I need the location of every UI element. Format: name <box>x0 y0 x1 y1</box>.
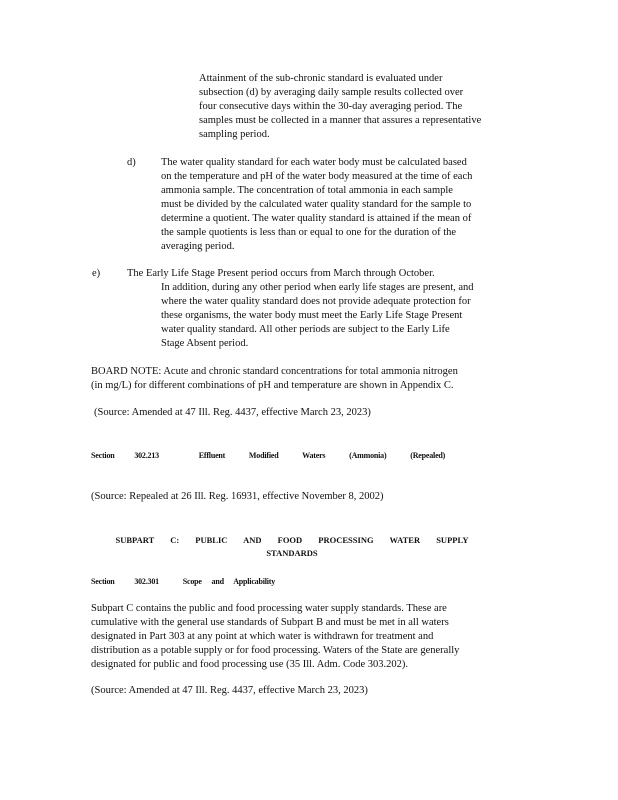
text-line: designated for public and food processing use (35 Ill. Adm. Code 303.202). <box>91 659 408 670</box>
board-note <box>91 365 521 393</box>
section-heading-302-301 <box>91 577 275 586</box>
subpart-c-heading <box>110 534 474 560</box>
source-note: (Source: Amended at 47 Ill. Reg. 4437, effective March 23, 2023) <box>91 685 368 696</box>
text-line: ammonia sample. The concentration of total ammonia in each sample <box>161 185 453 196</box>
text-line: subsection (d) by averaging daily sample results collected over <box>199 87 464 98</box>
subpart-heading-line: SUBPART C: PUBLIC AND FOOD PROCESSING WATER SUPPLY <box>115 535 469 545</box>
text-line: where the water quality standard does not provide adequate protection for <box>161 296 471 307</box>
subsection-d-label: d) <box>127 157 136 168</box>
text-line: on the temperature and pH of the water body measured at the time of each <box>161 171 473 182</box>
section-word: Section <box>91 451 115 460</box>
text-line: (in mg/L) for different combinations of pH and temperature are shown in Appendix C. <box>91 380 454 391</box>
text-line: sampling period. <box>199 129 270 140</box>
text-line: water quality standard. All other periods are subject to the Early Life <box>161 324 450 335</box>
subsection-e-text <box>161 281 521 351</box>
subpart-c-paragraph <box>91 602 521 672</box>
text-line: four consecutive days within the 30-day averaging period. The <box>199 101 463 112</box>
section-number: 302.301 <box>134 577 159 586</box>
text-line: distribution as a potable supply or for food processing. Waters of the State are generally <box>91 645 460 656</box>
subpart-heading-line: STANDARDS <box>266 548 318 558</box>
text-line: must be divided by the calculated water quality standard for the sample to <box>161 199 472 210</box>
text-line: designated in Part 303 at any point at which water is withdrawn for treatment and <box>91 631 434 642</box>
text-line: these organisms, the water body must meet the Early Life Stage Present <box>161 310 463 321</box>
text-line: In addition, during any other period when early life stages are present, and <box>161 282 474 293</box>
text-line: Subpart C contains the public and food processing water supply standards. These are <box>91 603 447 614</box>
subsection-e-label: e) <box>92 268 101 279</box>
subsection-e-first-line: The Early Life Stage Present period occurs from March through October. <box>127 268 435 279</box>
text-line: BOARD NOTE: Acute and chronic standard concentrations for total ammonia nitrogen <box>91 366 458 377</box>
text-line: The water quality standard for each water body must be calculated based <box>161 157 467 168</box>
source-note: (Source: Repealed at 26 Ill. Reg. 16931, effective November 8, 2002) <box>91 491 384 502</box>
text-line: Stage Absent period. <box>161 338 249 349</box>
text-line: Attainment of the sub-chronic standard is evaluated under <box>199 73 443 84</box>
section-heading-302-213 <box>91 451 445 460</box>
text-line: the sample quotients is less than or equal to one for the duration of the <box>161 227 457 238</box>
source-note: (Source: Amended at 47 Ill. Reg. 4437, effective March 23, 2023) <box>94 407 371 418</box>
text-line: samples must be collected in a manner that assures a representative <box>199 115 482 126</box>
section-status: (Repealed) <box>410 451 446 460</box>
subsection-d-text <box>161 156 523 254</box>
section-word: Section <box>91 577 115 586</box>
text-line: averaging period. <box>161 241 235 252</box>
text-line: cumulative with the general use standards of Subpart B and must be met in all waters <box>91 617 449 628</box>
section-number: 302.213 <box>134 451 159 460</box>
section-title: Scope and Applicability <box>182 577 276 586</box>
text-line: determine a quotient. The water quality standard is attained if the mean of <box>161 213 472 224</box>
section-title: Effluent Modified Waters (Ammonia) <box>198 451 387 460</box>
paragraph-c-continuation <box>199 72 511 142</box>
